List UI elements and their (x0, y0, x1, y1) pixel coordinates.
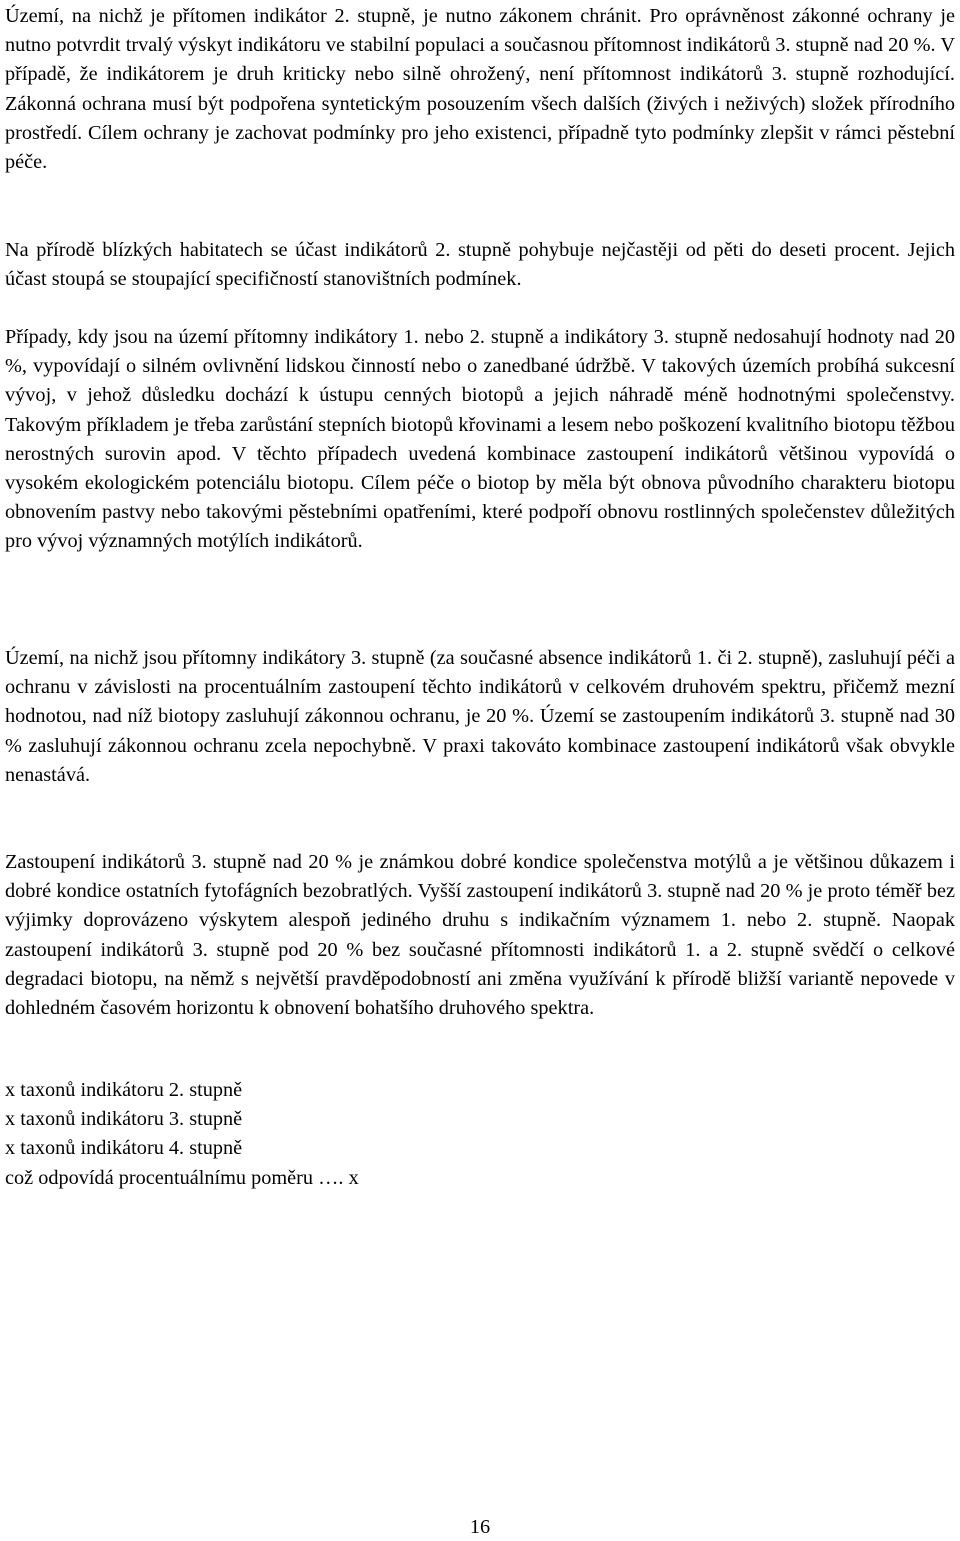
list-item: x taxonů indikátoru 3. stupně (5, 1108, 243, 1131)
paragraph-level-3-protection: Území, na nichž jsou přítomny indikátory 3. stupně (za současné absence indikátorů 1. či 2. stupně), zasluhují péči a ochranu v závislosti na procentuálním zastoupení těchto indikátorů v celkovém druhovém spektru, přičemž mezní hodnotou, nad níž biotopy zasluhují zákonnou ochranu, je 20 %. Území se zastoupením indikátorů 3. stupně nad 30 % zasluhují zákonnou ochranu zcela nepochybně. V praxi takováto kombinace zastoupení indikátorů však obvykle nenastává. (5, 647, 955, 786)
list-item: x taxonů indikátoru 2. stupně (5, 1079, 243, 1101)
paragraph-community-condition: Zastoupení indikátorů 3. stupně nad 20 % je známkou dobré kondice společenstva motýlů a je většinou důkazem i dobré kondice ostatních fytofágních bezobratlých. Vyšší zastoupení indikátorů 3. stupně nad 20 % je proto téměř bez výjimky doprovázeno výskytem alespoň jediného druhu s indikačním významem 1. nebo 2. stupně. Naopak zastoupení indikátorů 3. stupně pod 20 % bez současné přítomnosti indikátorů 1. a 2. stupně svědčí o celkové degradaci biotopu, na němž s největší pravděpodobností ani změna využívání k přírodě bližší variantě nepovede v dohledném časovém horizontu k obnovení bohatšího druhového spektra. (5, 851, 955, 1020)
list-item: což odpovídá procentuálnímu poměru …. x (5, 1166, 359, 1189)
paragraph-habitat-share: Na přírodě blízkých habitatech se účast indikátorů 2. stupně pohybuje nejčastěji od pěti do deseti procent. Jejich účast stoupá se stoupající specifičností stanovištních podmínek. (5, 239, 955, 291)
taxa-count-list (5, 1076, 955, 1193)
list-item: x taxonů indikátoru 4. stupně (5, 1137, 243, 1160)
paragraph-protection-level-2: Území, na nichž je přítomen indikátor 2. stupně, je nutno zákonem chránit. Pro oprávněnost zákonné ochrany je nutno potvrdit trvalý výskyt indikátoru ve stabilní populaci a současnou přítomnost indikátorů 3. stupně nad 20 %. V případě, že indikátorem je druh kriticky nebo silně ohrožený, není přítomnost indikátorů 3. stupně rozhodující. Zákonná ochrana musí být podpořena syntetickým posouzením všech dalších (živých i neživých) složek přírodního prostředí. Cílem ochrany je zachovat podmínky pro jeho existenci, případně tyto podmínky zlepšit v rámci pěstební péče. (5, 5, 955, 174)
paragraph-human-influence: Případy, kdy jsou na území přítomny indikátory 1. nebo 2. stupně a indikátory 3. stupně nedosahují hodnoty nad 20 %, vypovídají o silném ovlivnění lidskou činností nebo o zanedbané údržbě. V takových územích probíhá sukcesní vývoj, v jehož důsledku dochází k ústupu cenných biotopů a jejich náhradě méně hodnotnými společenstvy. Takovým příkladem je třeba zarůstání stepních biotopů křovinami a lesem nebo poškození kvalitního biotopu těžbou nerostných surovin apod. V těchto případech uvedená kombinace zastoupení indikátorů většinou vypovídá o vysokém ekologickém potenciálu biotopu. Cílem péče o biotop by měla být obnova původního charakteru biotopu obnovením pastvy nebo takovými pěstebními opatřeními, které podpoří obnovu rostlinných společenstev důležitých pro vývoj významných motýlích indikátorů. (5, 326, 955, 553)
page-number: 16 (469, 1516, 491, 1538)
